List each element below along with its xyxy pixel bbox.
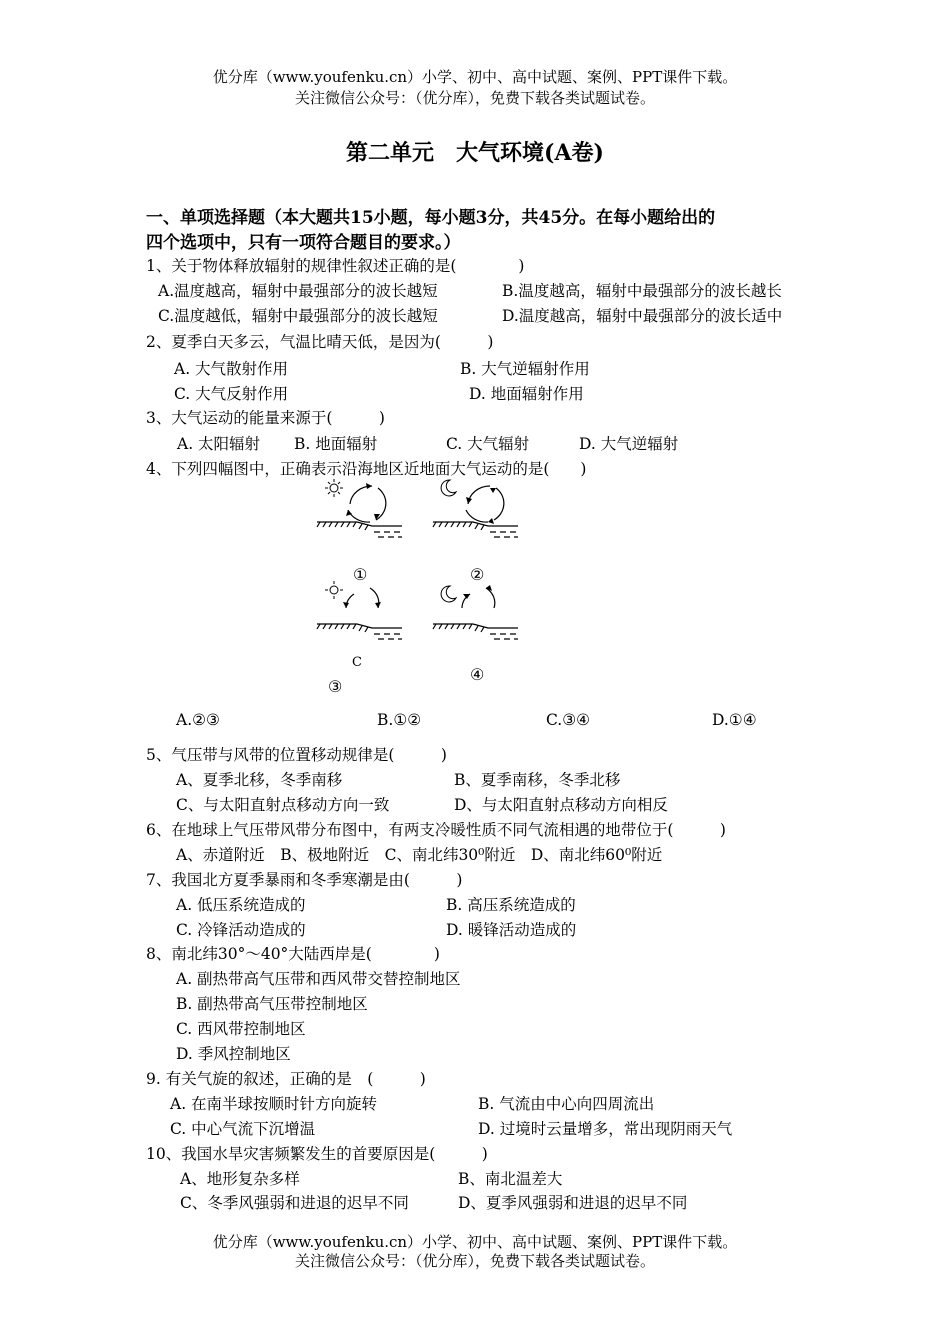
q10-stem: 10、我国水旱灾害频繁发生的首要原因是( ) xyxy=(146,1145,488,1163)
q2-option-c: C. 大气反射作用 xyxy=(174,385,289,403)
q10-option-a: A、地形复杂多样 xyxy=(180,1170,300,1188)
diagram-3 xyxy=(312,578,412,658)
q7-option-c: C. 冷锋活动造成的 xyxy=(176,921,306,939)
q8-option-b: B. 副热带高气压带控制地区 xyxy=(176,995,368,1013)
q10-option-b: B、南北温差大 xyxy=(458,1170,563,1188)
q4-option-d: D.①④ xyxy=(712,711,757,729)
q10-option-c: C、冬季风强弱和进退的迟早不同 xyxy=(180,1194,409,1212)
diagram-1 xyxy=(312,476,412,556)
q5-stem: 5、气压带与风带的位置移动规律是( ) xyxy=(146,746,447,764)
q4-option-b: B.①② xyxy=(377,711,422,729)
diagram-label-4: ④ xyxy=(470,665,485,684)
q6-options: A、赤道附近 B、极地附近 C、南北纬30⁰附近 D、南北纬60⁰附近 xyxy=(176,846,663,864)
q1-option-b: B.温度越高，辐射中最强部分的波长越长 xyxy=(502,282,782,300)
q6-stem: 6、在地球上气压带风带分布图中，有两支冷暖性质不同气流相遇的地带位于( ) xyxy=(146,821,726,839)
footer-line-1: 优分库（www.youfenku.cn）小学、初中、高中试题、案例、PPT课件下载。 xyxy=(212,1233,738,1251)
q5-option-b: B、夏季南移，冬季北移 xyxy=(454,771,621,789)
q3-option-d: D. 大气逆辐射 xyxy=(579,435,679,453)
q4-stem: 4、下列四幅图中，正确表示沿海地区近地面大气运动的是( ) xyxy=(146,460,587,478)
q8-option-d: D. 季风控制地区 xyxy=(176,1045,291,1063)
q9-option-a: A. 在南半球按顺时针方向旋转 xyxy=(170,1095,378,1113)
q1-stem: 1、关于物体释放辐射的规律性叙述正确的是( ) xyxy=(146,257,525,275)
diagram-3-stray-mark: C xyxy=(352,655,362,670)
sun-icon xyxy=(325,479,343,497)
footer-line-2: 关注微信公众号：（优分库），免费下载各类试题试卷。 xyxy=(294,1252,655,1270)
section-heading-line-1: 一、单项选择题（本大题共15小题，每小题3分，共45分。在每小题给出的 xyxy=(146,208,716,228)
coast-line xyxy=(317,522,402,537)
q7-stem: 7、我国北方夏季暴雨和冬季寒潮是由( ) xyxy=(146,871,463,889)
q1-option-c: C.温度越低，辐射中最强部分的波长越短 xyxy=(158,307,438,325)
moon-icon xyxy=(441,480,456,496)
q3-option-c: C. 大气辐射 xyxy=(446,435,530,453)
diagram-label-3: ③ xyxy=(328,677,343,696)
moon-icon xyxy=(441,586,456,602)
q8-stem: 8、南北纬30°～40°大陆西岸是( ) xyxy=(146,945,440,963)
page-title: 第二单元 大气环境(A卷) xyxy=(346,140,604,166)
q9-stem: 9. 有关气旋的叙述，正确的是 ( ) xyxy=(146,1070,426,1088)
q1-option-a: A.温度越高，辐射中最强部分的波长越短 xyxy=(158,282,438,300)
diagram-4 xyxy=(428,578,528,658)
q2-stem: 2、夏季白天多云，气温比晴天低，是因为( ) xyxy=(146,333,494,351)
q7-option-a: A. 低压系统造成的 xyxy=(176,896,306,914)
q2-option-b: B. 大气逆辐射作用 xyxy=(460,360,590,378)
q8-option-a: A. 副热带高气压带和西风带交替控制地区 xyxy=(176,970,461,988)
header-line-2: 关注微信公众号：（优分库），免费下载各类试题试卷。 xyxy=(294,89,655,107)
header-line-1: 优分库（www.youfenku.cn）小学、初中、高中试题、案例、PPT课件下载。 xyxy=(212,68,738,86)
q5-option-d: D、与太阳直射点移动方向相反 xyxy=(454,796,668,814)
q4-option-a: A.②③ xyxy=(176,711,220,729)
q2-option-d: D. 地面辐射作用 xyxy=(469,385,584,403)
section-heading-line-2: 四个选项中，只有一项符合题目的要求。） xyxy=(146,233,461,253)
q10-option-d: D、夏季风强弱和进退的迟早不同 xyxy=(458,1194,688,1212)
q7-option-b: B. 高压系统造成的 xyxy=(446,896,576,914)
q9-option-d: D. 过境时云量增多，常出现阴雨天气 xyxy=(478,1120,733,1138)
q5-option-c: C、与太阳直射点移动方向一致 xyxy=(176,796,390,814)
circulation-arrows xyxy=(348,486,386,522)
q1-option-d: D.温度越高，辐射中最强部分的波长适中 xyxy=(502,307,783,325)
q3-option-b: B. 地面辐射 xyxy=(294,435,378,453)
q9-option-c: C. 中心气流下沉增温 xyxy=(170,1120,316,1138)
diagram-2 xyxy=(428,476,528,556)
q2-option-a: A. 大气散射作用 xyxy=(174,360,289,378)
diagram-label-2: ② xyxy=(470,565,485,584)
q3-stem: 3、大气运动的能量来源于( ) xyxy=(146,409,385,427)
q3-option-a: A. 太阳辐射 xyxy=(177,435,261,453)
q8-option-c: C. 西风带控制地区 xyxy=(176,1020,306,1038)
q5-option-a: A、夏季北移，冬季南移 xyxy=(176,771,343,789)
q4-option-c: C.③④ xyxy=(546,711,591,729)
q9-option-b: B. 气流由中心向四周流出 xyxy=(478,1095,655,1113)
sun-icon xyxy=(325,581,343,599)
diagram-label-1: ① xyxy=(353,565,368,584)
q7-option-d: D. 暖锋活动造成的 xyxy=(446,921,577,939)
